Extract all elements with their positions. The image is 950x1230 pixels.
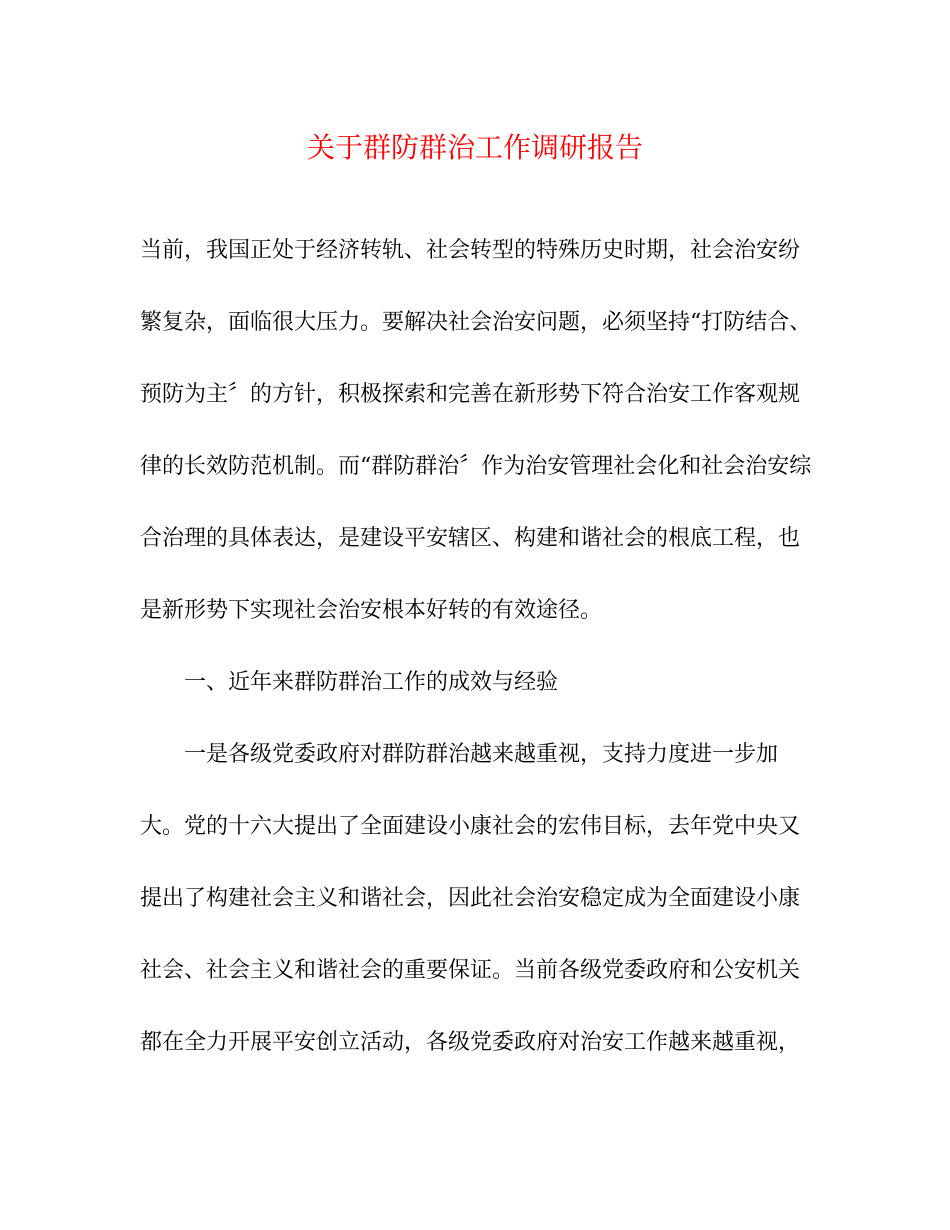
document-title: 关于群防群治工作调研报告	[306, 131, 643, 164]
body-line-12: 都在全力开展平安创立活动，各级党委政府对治安工作越来越重视，	[140, 1030, 801, 1055]
body-line-9: 大。党的十六大提出了全面建设小康社会的宏伟目标，去年党中央又	[140, 814, 801, 839]
body-line-8: 一是各级党委政府对群防群治越来越重视，支持力度进一步加	[184, 742, 779, 767]
body-line-10: 提出了构建社会主义和谐社会，因此社会治安稳定成为全面建设小康	[140, 886, 801, 911]
body-line-5: 合治理的具体表达，是建设平安辖区、构建和谐社会的根底工程，也	[140, 526, 801, 551]
body-line-11: 社会、社会主义和谐社会的重要保证。当前各级党委政府和公安机关	[140, 958, 801, 983]
body-line-1: 当前，我国正处于经济转轨、社会转型的特殊历史时期，社会治安纷	[140, 238, 801, 263]
body-line-4: 律的长效防范机制。而“群防群治〞作为治安管理社会化和社会治安综	[140, 454, 812, 479]
section-heading-1: 一、近年来群防群治工作的成效与经验	[184, 670, 559, 695]
body-line-2: 繁复杂，面临很大压力。要解决社会治安问题，必须坚持“打防结合、	[140, 310, 812, 335]
body-line-6: 是新形势下实现社会治安根本好转的有效途径。	[140, 598, 603, 623]
body-line-3: 预防为主〞的方针，积极探索和完善在新形势下符合治安工作客观规	[140, 382, 801, 407]
